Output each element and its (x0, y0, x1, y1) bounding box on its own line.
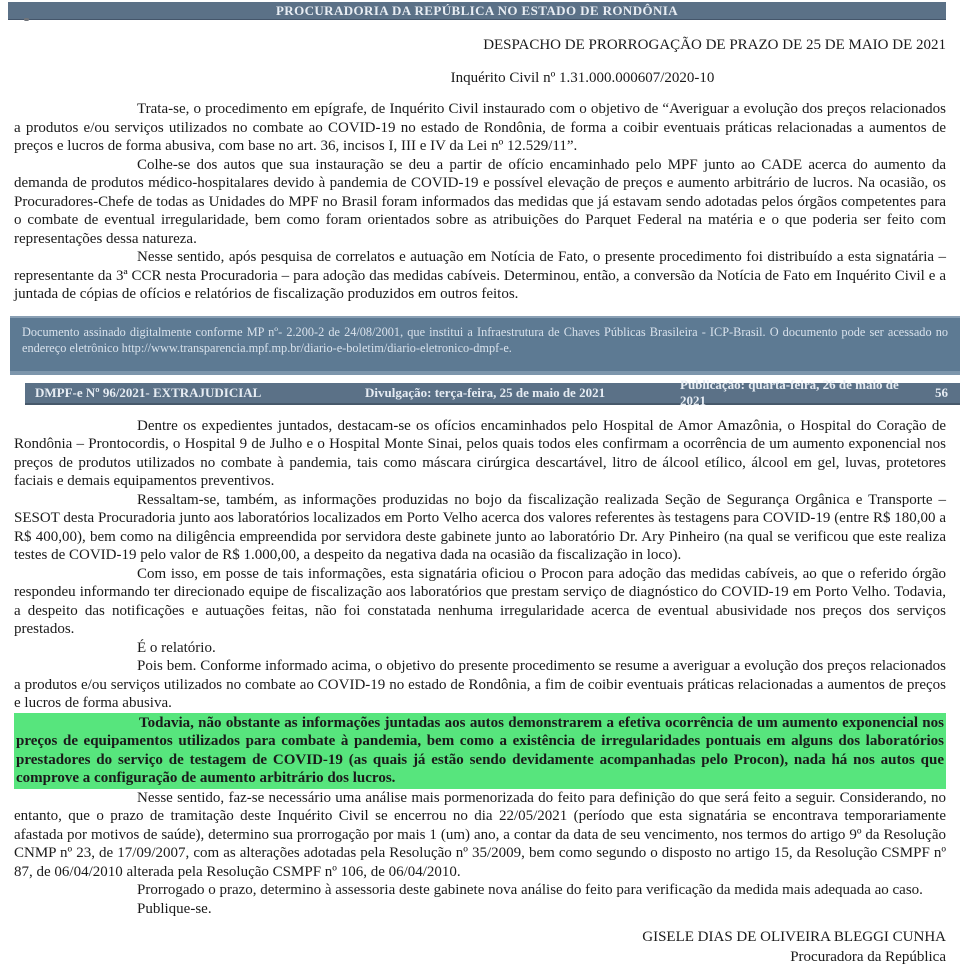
signer-role: Procuradora da República (0, 948, 946, 967)
digital-signature-notice: Documento assinado digitalmente conforme MP nº- 2.200-2 de 24/08/2001, que institui a Infraestrutura de Chaves Públicas Brasileira - ICP-Brasil. O documento pode ser acessado no endereço eletrônico http://www.transparencia.mpf.mp.br/diario-e-boletim/diario-eletronico-dmpf-e. (10, 316, 960, 375)
paragraph: Colhe-se dos autos que sua instauração se deu a partir de ofício encaminhado pelo MPF junto ao CADE acerca do aumento da demanda de produtos médico-hospitalares devido à pandemia de COVID-19 e possível elevação de preços e aumento arbitrário de lucros. Na ocasião, os Procuradores-Chefe de todas as Unidades do MPF no Brasil foram informados das medidas que já estavam sendo adotadas pelos órgãos competentes para o combate de eventual irregularidade, bem como foram orientados sobre as atribuições do Parquet Federal na matéria e o que poderia ser feito com representações dessa natureza. (14, 156, 946, 249)
paragraph: Prorrogado o prazo, determino à assessoria deste gabinete nova análise do feito para verificação da medida mais adequada ao caso. (14, 881, 946, 900)
document-page (0, 2, 960, 958)
signature-block (0, 928, 960, 967)
journal-edition: DMPF-e Nº 96/2021- EXTRAJUDICIAL (35, 385, 365, 401)
document-title: DESPACHO DE PRORROGAÇÃO DE PRAZO DE 25 DE MAIO DE 2021 (0, 36, 960, 55)
case-number: Inquérito Civil nº 1.31.000.000607/2020-10 (0, 69, 960, 88)
paragraph: Trata-se, o procedimento em epígrafe, de Inquérito Civil instaurado com o objetivo de “Averiguar a evolução dos preços relacionados a produtos e/ou serviços utilizados no combate ao COVID-19 no estado de Rondônia, de forma a coibir eventuais práticas relacionadas a aumentos de preços e lucros de forma abusiva, com base no art. 36, incisos I, III e IV da Lei nº 12.529/11”. (14, 100, 946, 156)
page1-body (14, 100, 946, 304)
page2-body (14, 417, 946, 919)
paragraph: Nesse sentido, após pesquisa de correlatos e autuação em Notícia de Fato, o presente procedimento foi distribuído a esta signatária – representante da 3ª CCR nesta Procuradoria – para adoção das medidas cabíveis. Determinou, então, a conversão da Notícia de Fato em Inquérito Civil e a juntada de cópias de ofícios e relatórios de fiscalização produzidos em outros feitos. (14, 248, 946, 304)
paragraph: É o relatório. (14, 639, 946, 658)
scan-artifact-mark (24, 18, 29, 21)
paragraph: Ressaltam-se, também, as informações produzidas no bojo da fiscalização realizada Seção de Segurança Orgânica e Transporte – SESOT desta Procuradoria junto aos laboratórios localizados em Porto Velho acerca dos valores referentes às testagens para COVID-19 (entre R$ 180,00 a R$ 400,00), bem como na diligência empreendida por servidora deste gabinete junto ao laboratório Dr. Ary Pinheiro (na qual se verificou que este realiza testes de COVID-19 pelo valor de R$ 1.000,00, a despeito da negativa dada na ocasião da fiscalização in loco). (14, 491, 946, 565)
paragraph: Publique-se. (14, 900, 946, 919)
journal-info-bar (25, 383, 960, 405)
highlighted-paragraph: Todavia, não obstante as informações juntadas aos autos demonstrarem a efetiva ocorrência de um aumento exponencial nos preços de equipamentos utilizados para combate à pandemia, bem como a existência de irregularidades pontuais em alguns dos laboratórios prestadores do serviço de testagem de COVID-19 (as quais já estão sendo devidamente acompanhadas pelo Procon), nada há nos autos que comprove a configuração de aumento arbitrário dos lucros. (14, 713, 946, 789)
journal-divulgacao-date: Divulgação: terça-feira, 25 de maio de 2021 (365, 385, 680, 401)
paragraph: Dentre os expedientes juntados, destacam-se os ofícios encaminhados pelo Hospital de Amor Amazônia, o Hospital do Coração de Rondônia – Prontocordis, o Hospital 9 de Julho e o Hospital Monte Sinai, pelos quais todos eles confirmam a ocorrência de um aumento exponencial nos preços de produtos utilizados no combate à pandemia, tais como máscara cirúrgica descartável, litro de álcool etílico, álcool em gel, luvas, protetores faciais e demais equipamentos preventivos. (14, 417, 946, 491)
journal-page-number: 56 (914, 385, 948, 401)
paragraph: Nesse sentido, faz-se necessário uma análise mais pormenorizada do feito para definição do que será feito a seguir. Considerando, no entanto, que o prazo de tramitação deste Inquérito Civil se encerrou no dia 22/05/2021 (período que esta signatária se encontrava temporariamente afastada por motivos de saúde), determino sua prorrogação por mais 1 (um) ano, a contar da data de seu vencimento, nos termos do artigo 9º da Resolução CNMP nº 23, de 17/09/2007, com as alterações adotadas pela Resolução nº 35/2009, bem como segundo o disposto no artigo 15, da Resolução CSMPF nº 87, de 06/04/2010 alterada pela Resolução CSMPF nº 106, de 06/04/2010. (14, 789, 946, 882)
signer-name: GISELE DIAS DE OLIVEIRA BLEGGI CUNHA (0, 928, 946, 948)
paragraph: Com isso, em posse de tais informações, esta signatária oficiou o Procon para adoção das medidas cabíveis, ao que o referido órgão respondeu informando ter direcionado equipe de fiscalização aos laboratórios que prestam serviço de diagnóstico do COVID-19 em Porto Velho. Todavia, a despeito das notificações e autuações feitas, não foi constatada nenhuma irregularidade acerca de eventual abusividade nos preços dos serviços prestados. (14, 565, 946, 639)
institution-header-bar: PROCURADORIA DA REPÚBLICA NO ESTADO DE RONDÔNIA (8, 2, 946, 20)
journal-publicacao-date: Publicação: quarta-feira, 26 de maio de 2021 (680, 377, 914, 409)
paragraph: Pois bem. Conforme informado acima, o objetivo do presente procedimento se resume a averiguar a evolução dos preços relacionados a produtos e/ou serviços utilizados no combate ao COVID-19 no estado de Rondônia, a fim de coibir eventuais práticas relacionadas a aumentos de preços e lucros de forma abusiva. (14, 657, 946, 713)
